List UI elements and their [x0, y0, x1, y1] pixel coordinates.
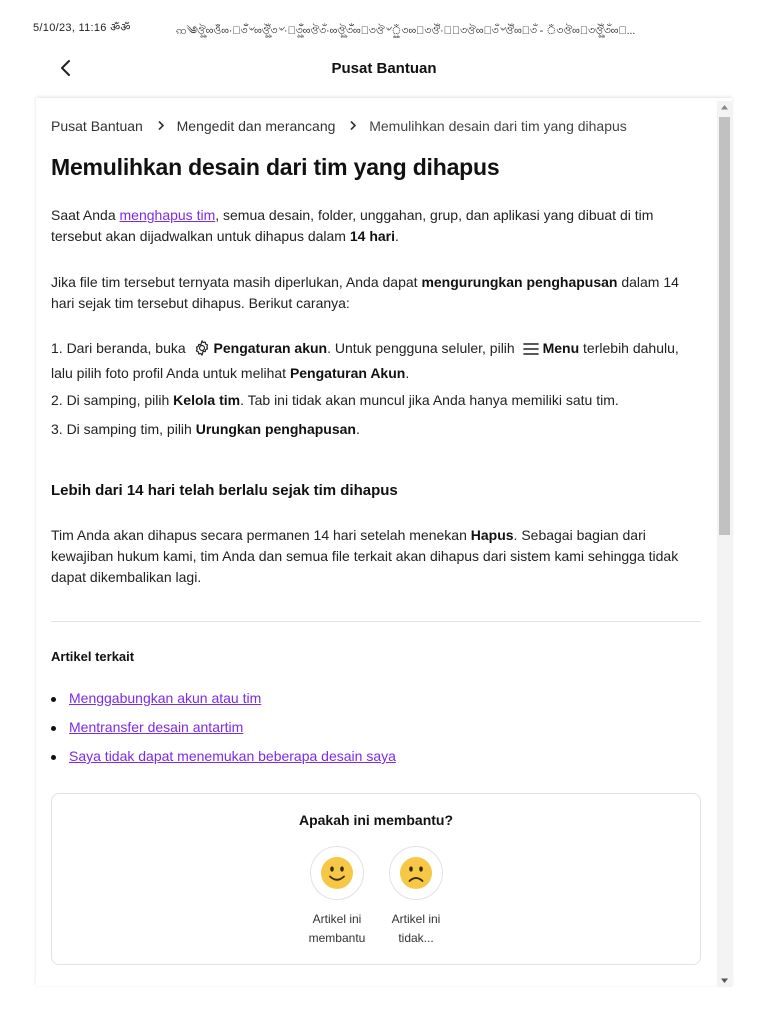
smile-face-icon [320, 856, 354, 890]
related-list [51, 690, 396, 777]
intro-text-2: , semua desain, folder, unggahan, grup, dan aplikasi yang dibuat di tim tersebut akan dijadwalkan untuk dihapus dalam [51, 207, 654, 244]
step-3-undo-delete: Urungkan penghapusan [195, 421, 356, 437]
restore-text-2: dalam 14 hari sejak tim tersebut dihapus. Berikut caranya: [51, 274, 679, 311]
related-link-missing[interactable]: Saya tidak dapat menemukan beberapa desain saya [69, 748, 396, 764]
step-2-text-c: . Tab ini tidak akan muncul jika Anda hanya memiliki satu tim. [240, 392, 619, 408]
section-heading: Lebih dari 14 hari telah berlalu sejak tim dihapus [51, 482, 398, 499]
gear-icon [193, 339, 211, 363]
step-1-account-settings-2: Pengaturan Akun [289, 365, 406, 381]
top-bar [0, 44, 768, 96]
chevron-right-icon [157, 119, 165, 134]
breadcrumb-current: Memulihkan desain dari tim yang dihapus [369, 118, 627, 134]
step-3-end: . [355, 421, 360, 437]
permanent-text-1: Tim Anda akan dihapus secara permanen 14 hari setelah menekan [51, 527, 471, 543]
not-helpful-circle [389, 846, 443, 900]
scrollbar-thumb[interactable] [719, 117, 730, 535]
step-1-end: . [405, 365, 410, 381]
page-header-title: Pusat Bantuan [331, 60, 437, 77]
divider [51, 621, 701, 622]
step-1 [51, 338, 701, 384]
helpful-label-line-2: membantu [308, 931, 366, 945]
step-3 [51, 419, 691, 440]
helpful-circle [310, 846, 364, 900]
not-helpful-label-line-2: tidak... [398, 931, 434, 945]
menu-icon [522, 341, 540, 363]
restore-bold: mengurungkan penghapusan [421, 274, 618, 290]
list-item [51, 690, 396, 719]
permanent-bold: Hapus [470, 527, 514, 543]
step-2-text-a: 2. Di samping, pilih [51, 392, 174, 408]
frown-face-icon [399, 856, 433, 890]
not-helpful-button[interactable] [376, 846, 456, 948]
helpful-label-line-1: Artikel ini [312, 912, 362, 926]
permanent-text-2: . Sebagai bagian dari kewajiban hukum kami, tim Anda dan semua file terkait akan dihapus dari sistem kami sehingga tidak dapat dikembalikan lagi. [51, 527, 679, 585]
feedback-question: Apakah ini membantu? [298, 812, 454, 828]
feedback-card [51, 793, 701, 965]
intro-end: . [395, 228, 399, 244]
helpful-label [297, 910, 377, 948]
scrollbar[interactable] [717, 101, 732, 987]
step-1-text-e: terlebih dahulu, lalu pilih foto profil Anda untuk melihat [51, 340, 679, 381]
related-title: Artikel terkait [51, 649, 135, 664]
timestamp-text: 5/10/23, 11:16 [33, 22, 107, 34]
not-helpful-label-line-1: Artikel ini [391, 912, 441, 926]
intro-text-1: Saat Anda [51, 207, 120, 223]
step-1-menu: Menu [542, 340, 580, 356]
breadcrumb-item-help-center[interactable]: Pusat Bantuan [51, 118, 143, 134]
timestamp [33, 20, 131, 35]
scroll-down-arrow-icon[interactable] [720, 977, 729, 985]
breadcrumb-item-editing[interactable]: Mengedit dan merancang [176, 118, 336, 134]
article-title: Memulihkan desain dari tim yang dihapus [51, 154, 500, 180]
restore-text-1: Jika file tim tersebut ternyata masih diperlukan, Anda dapat [51, 274, 422, 290]
list-item [51, 719, 396, 748]
chevron-right-icon [349, 119, 357, 134]
article-panel [36, 98, 732, 986]
page-header-text: ꩡ༄ঔৣ∞ওঁঁ∞·ঁ৩ঁঁ৺∞ঔৣঁ৩৺·ঁ৩ৣঁঁ∞ঔ৩ঁ·∞ঔৣ৩ঁঁ∞ঁ৩ঔ৺ৣঁ৩∞ঁ৩ঔঁ·ৣঁ৩ঔ∞ঁ৩ঁ৺ঔঁ∞ঁ৩ঁ - ঁ৩ঔ∞ঁ৩ঔৣঁ৩ঁ∞ঁ... [176, 25, 636, 37]
step-2-manage-team: Kelola tim [173, 392, 241, 408]
restore-paragraph [51, 272, 691, 314]
status-glyphs: ॐॐ [110, 22, 131, 34]
list-item [51, 748, 396, 777]
intro-bold: 14 hari [349, 228, 396, 244]
related-link-merge[interactable]: Menggabungkan akun atau tim [69, 690, 262, 706]
scroll-up-arrow-icon[interactable] [720, 103, 729, 111]
step-1-text-c: . Untuk pengguna seluler, pilih [327, 340, 519, 356]
not-helpful-label [376, 910, 456, 948]
related-link-transfer[interactable]: Mentransfer desain antartim [69, 719, 244, 735]
delete-team-link[interactable]: menghapus tim [119, 207, 216, 223]
helpful-button[interactable] [297, 846, 377, 948]
permanent-delete-paragraph [51, 525, 691, 588]
step-3-text-a: 3. Di samping tim, pilih [51, 421, 196, 437]
step-1-account-settings: Pengaturan akun [213, 340, 328, 356]
step-2 [51, 390, 691, 411]
intro-paragraph [51, 205, 691, 247]
step-1-text-a: 1. Dari beranda, buka [51, 340, 190, 356]
breadcrumb [51, 118, 627, 134]
